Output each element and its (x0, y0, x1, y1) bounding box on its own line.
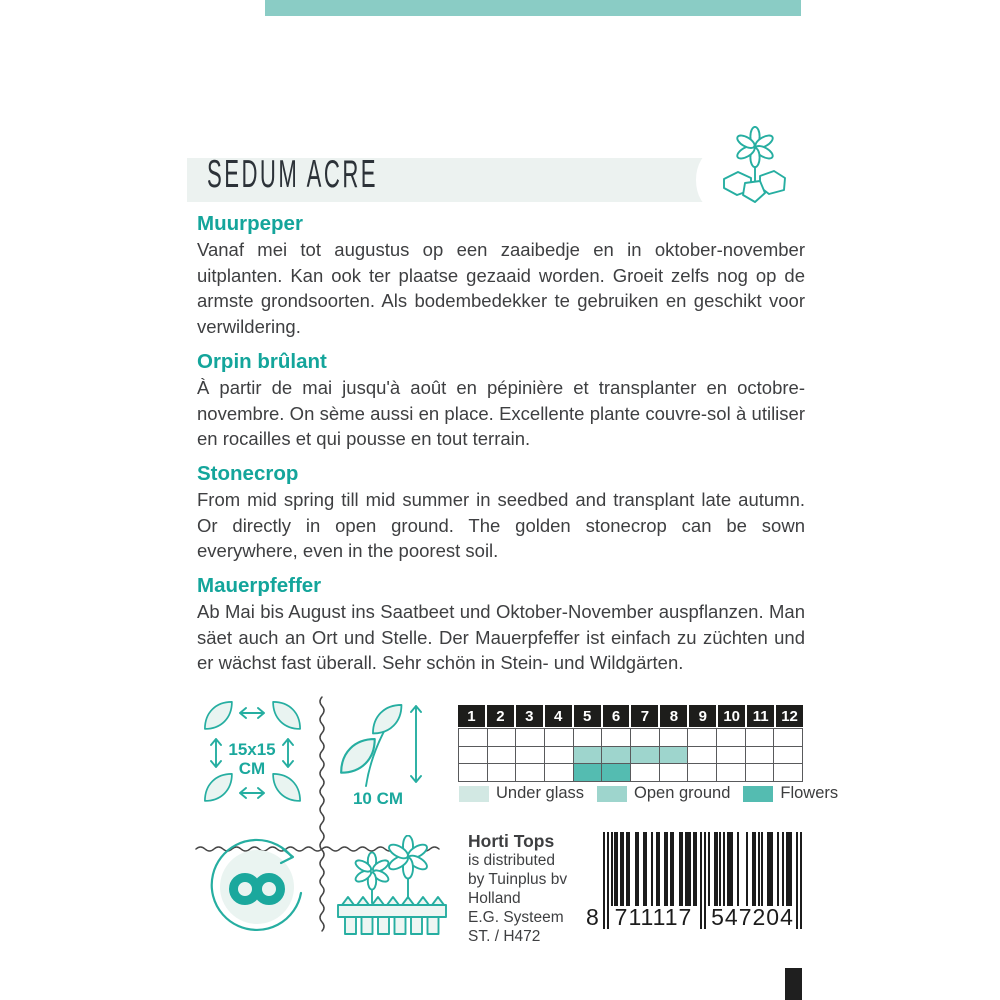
calendar-month-header: 1 (458, 705, 485, 727)
barcode-bar (616, 832, 618, 906)
calendar-cell (516, 729, 545, 747)
barcode-bar (681, 832, 683, 906)
legend-swatch (743, 786, 773, 802)
calendar-cell (717, 764, 746, 782)
section-body-english: From mid spring till mid summer in seedbed and transplant late autumn. Or directly in open ground. The golden stonecrop can be sown everywhere, even in the poorest soil. (197, 488, 805, 562)
calendar-cell (574, 729, 603, 747)
page-title: SEDUM ACRE (207, 152, 379, 196)
barcode-bar (719, 832, 721, 906)
barcode-bar (700, 832, 702, 929)
section-heading-english: Stonecrop (197, 461, 299, 485)
legend-swatch (597, 786, 627, 802)
legend-item (597, 784, 730, 803)
calendar-cell (688, 764, 717, 782)
barcode-bar (695, 832, 697, 906)
calendar-cell (688, 747, 717, 765)
calendar-cell (746, 729, 775, 747)
distributor-brand: Horti Tops (468, 831, 555, 851)
barcode-bar (754, 832, 756, 906)
calendar-cell (545, 747, 574, 765)
plant-height-icon (338, 698, 448, 808)
calendar-cell (574, 764, 603, 782)
barcode-digit-first: 8 (586, 904, 600, 930)
section-body-dutch: Vanaf mei tot augustus op een zaaibedje en in oktober-november uitplanten. Kan ook ter plaatse gezaaid worden. Groeit zelfs nog op de armste grondsoorten. Als bodembedekker te gebruiken en geschikt voor verwildering. (197, 239, 805, 338)
calendar-cell (459, 747, 488, 765)
legend-swatch (459, 786, 489, 802)
barcode-bar (704, 832, 706, 929)
calendar-month-header: 7 (631, 705, 658, 727)
distributor-line: by Tuinplus bv (468, 871, 568, 888)
barcode-bar (782, 832, 784, 906)
print-registration-mark (785, 968, 802, 1000)
calendar-month-header: 8 (660, 705, 687, 727)
legend-item (459, 784, 584, 803)
calendar-month-header: 4 (545, 705, 572, 727)
height-value-label: 10 CM (352, 789, 404, 808)
spacing-value-label: 15x15 (228, 740, 276, 759)
barcode-bar (689, 832, 691, 906)
barcode-bar (771, 832, 773, 906)
barcode-bar (603, 832, 605, 929)
barcode-bar (746, 832, 748, 906)
barcode-bar (628, 832, 630, 906)
calendar-cell (459, 764, 488, 782)
distributor-line: Holland (468, 890, 521, 907)
calendar-cell (660, 747, 689, 765)
calendar-cell (574, 747, 603, 765)
calendar-cell (717, 729, 746, 747)
barcode-bar (658, 832, 660, 906)
section-body-german: Ab Mai bis August ins Saatbeet und Oktober-November auspflanzen. Man säet auch an Ort und Stelle. Der Mauerpfeffer ist einfach zu züchten und er wächst fast überall. Sehr schön in Stein- und Wildgärten. (197, 601, 805, 674)
calendar-cell (602, 729, 631, 747)
spacing-unit-label: CM (238, 759, 266, 778)
calendar-cell (746, 747, 775, 765)
calendar-cell (774, 747, 803, 765)
calendar-cell (631, 729, 660, 747)
legend-item (743, 784, 838, 803)
calendar-month-header: 9 (689, 705, 716, 727)
calendar-cell (602, 764, 631, 782)
calendar-month-header: 3 (516, 705, 543, 727)
barcode-bar (666, 832, 668, 906)
barcode-bar (723, 832, 725, 906)
calendar-cell (688, 729, 717, 747)
calendar-cell (660, 764, 689, 782)
distributor-line: ST. / H472 (468, 928, 541, 945)
calendar-cell (602, 747, 631, 765)
barcode-bar (622, 832, 624, 906)
ean13-barcode (586, 832, 803, 932)
barcode-bar (790, 832, 792, 906)
section-body-french: À partir de mai jusqu'à août en pépinière et transplanter en octobre-novembre. On sème aussi en place. Excellente plante couvre-sol à utiliser en rocailles et qui pousse en tout terrain. (197, 376, 805, 450)
calendar-cell (488, 747, 517, 765)
barcode-bar (708, 832, 710, 906)
flower-on-rocks-icon (716, 126, 798, 206)
section-heading-french: Orpin brûlant (197, 349, 327, 373)
section-heading-german: Mauerpfeffer (197, 574, 322, 598)
calendar-month-header: 10 (718, 705, 745, 727)
barcode-bar (777, 832, 779, 906)
barcode-bar (672, 832, 674, 906)
legend-label: Under glass (496, 784, 585, 802)
barcode-bar (637, 832, 639, 906)
calendar-cell (459, 729, 488, 747)
distributor-line: is distributed (468, 852, 556, 869)
barcode-bar (737, 832, 739, 906)
description-sections (197, 212, 805, 686)
barcode-bar (645, 832, 647, 906)
barcode-bar (651, 832, 653, 906)
calendar-cell (488, 764, 517, 782)
barcode-bar (800, 832, 802, 929)
section-heading-dutch: Muurpeper (197, 212, 303, 235)
calendar-grid (458, 728, 803, 782)
calendar-month-header: 2 (487, 705, 514, 727)
title-banner (187, 152, 712, 202)
plant-spacing-icon (200, 697, 305, 809)
calendar-month-header: 5 (574, 705, 601, 727)
legend-label: Flowers (780, 784, 839, 802)
top-brand-bar (265, 0, 801, 16)
calendar-month-row (458, 705, 803, 727)
perennial-icon (200, 836, 315, 938)
calendar-month-header: 6 (603, 705, 630, 727)
barcode-digits-left: 711117 (614, 904, 693, 930)
calendar-cell (631, 747, 660, 765)
distributor-line: E.G. Systeem (468, 909, 564, 926)
calendar-cell (660, 729, 689, 747)
legend-label: Open ground (634, 784, 731, 802)
calendar-cell (774, 729, 803, 747)
barcode-digits-right: 547204 (711, 904, 794, 930)
calendar-cell (516, 764, 545, 782)
calendar-cell (631, 764, 660, 782)
garden-flowers-icon (332, 835, 452, 940)
calendar-cell (545, 764, 574, 782)
calendar-month-header: 11 (747, 705, 774, 727)
calendar-cell (545, 729, 574, 747)
calendar-legend (459, 784, 839, 803)
barcode-bar (761, 832, 763, 906)
wavy-divider-vertical (320, 697, 324, 931)
calendar-cell (488, 729, 517, 747)
calendar-month-header: 12 (776, 705, 803, 727)
calendar-cell (774, 764, 803, 782)
calendar-cell (516, 747, 545, 765)
calendar-cell (717, 747, 746, 765)
barcode-bar (731, 832, 733, 906)
calendar-cell (746, 764, 775, 782)
